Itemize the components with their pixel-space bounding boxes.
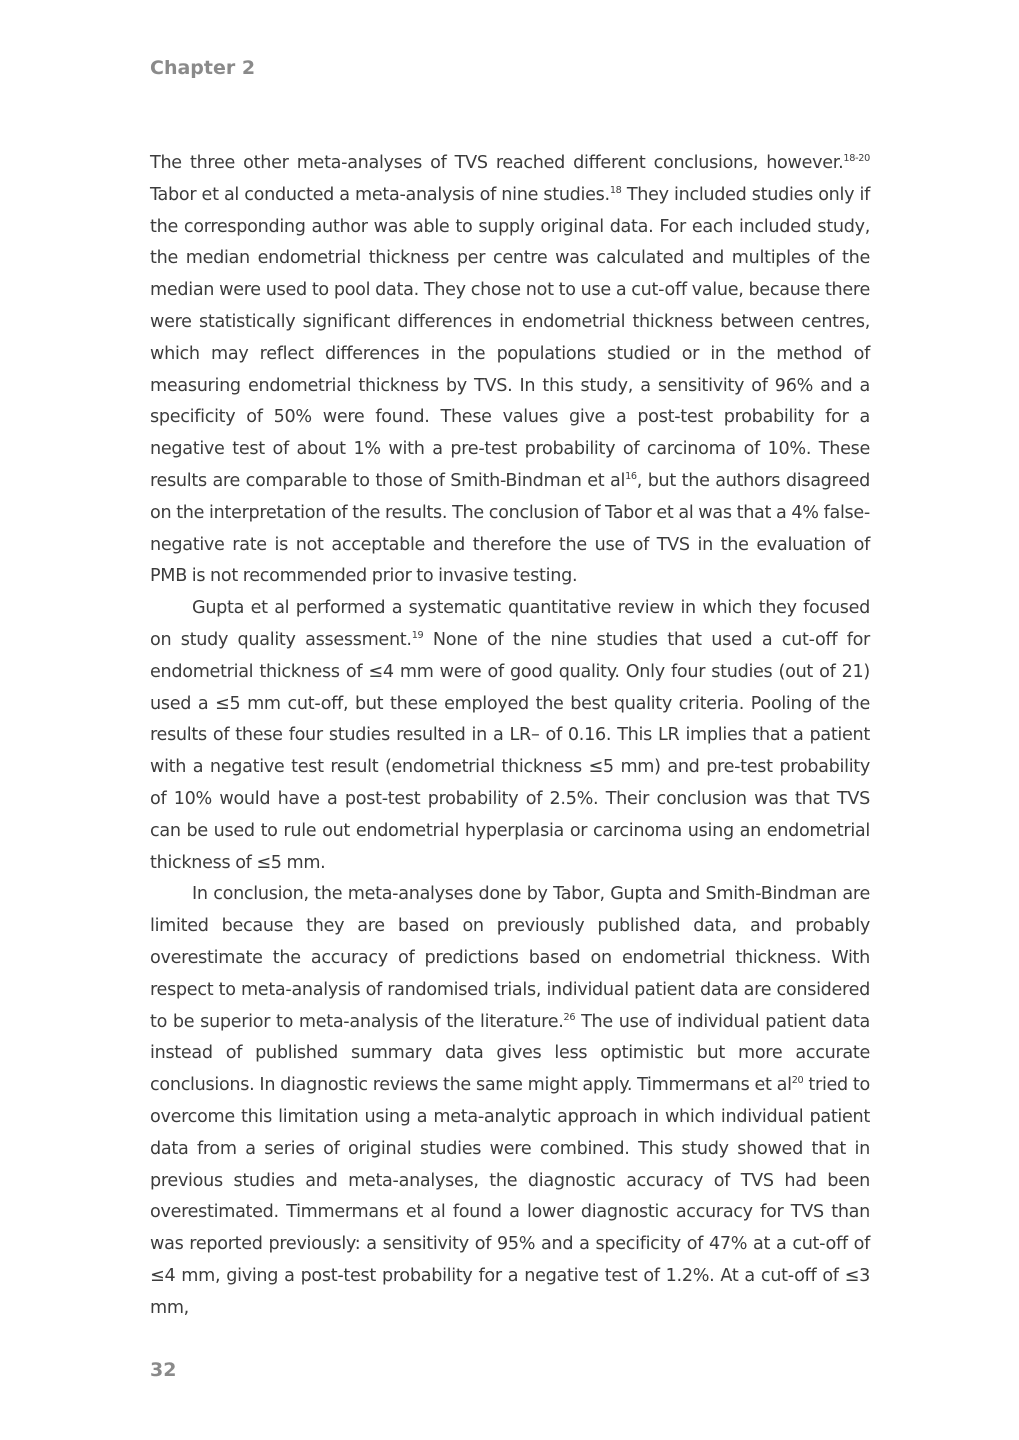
citation: 18-20 [843, 152, 870, 164]
citation: 19 [411, 629, 424, 641]
text-run: Tabor et al conducted a meta-analysis of nine studies. [150, 184, 610, 205]
text-run: Gupta et al performed a systematic quantitative review in which they focused on study quality assessment. [150, 598, 870, 650]
text-run: They included studies only if the corresponding author was able to supply original data. For each included study, the median endometrial thickness per centre was calculated and multiples of the median were used to pool data. They chose not to use a cut-off value, because there were statistically significant differences in endometrial thickness between centres, which may reflect differences in the populations studied or in the method of measuring endometrial thickness by TVS. In this study, a sensitivity of 96% and a specificity of 50% were found. These values give a post-test probability for a negative test of about 1% with a pre-test probability of carcinoma of 10%. These results are comparable to those of Smith-Bindman et al [150, 184, 870, 491]
citation: 20 [791, 1074, 804, 1086]
body-text [150, 148, 870, 1324]
paragraph-1 [150, 148, 870, 593]
paragraph-3 [150, 879, 870, 1324]
page-number: 32 [150, 1359, 177, 1381]
citation: 26 [563, 1011, 576, 1023]
citation: 16 [625, 470, 637, 482]
running-head: Chapter 2 [150, 57, 256, 79]
text-run: The three other meta-analyses of TVS reached different conclusions, however. [150, 153, 844, 173]
text-run: tried to overcome this limitation using a meta-analytic approach in which individual patient data from a series of original studies were combined. This study showed that in previous studies and meta-analyses, the diagnostic accuracy of TVS had been overestimated. Timmermans et al found a lower diagnostic accuracy for TVS than was reported previously: a sensitivity of 95% and a specificity of 47% at a cut-off of ≤4 mm, giving a post-test probability for a negative test of 1.2%. At a cut-off of ≤3 mm, [150, 1075, 870, 1318]
citation: 18 [609, 184, 622, 196]
paragraph-2 [150, 593, 870, 879]
text-run: The use of individual patient data instead of published summary data gives less optimistic but more accurate conclusions. In diagnostic reviews the same might apply. Timmermans et al [150, 1011, 870, 1096]
text-run: , but the authors disagreed on the interpretation of the results. The conclusion of Tabor et al was that a 4% false-negative rate is not acceptable and therefore the use of TVS in the evaluation of PMB is not recommended prior to invasive testing. [150, 470, 871, 587]
text-run: None of the nine studies that used a cut-off for endometrial thickness of ≤4 mm were of good quality. Only four studies (out of 21) used a ≤5 mm cut-off, but these employed the best quality criteria. Pooling of the results of these four studies resulted in a LR– of 0.16. This LR implies that a patient with a negative test result (endometrial thickness ≤5 mm) and pre-test probability of 10% would have a post-test probability of 2.5%. Their conclusion was that TVS can be used to rule out endometrial hyperplasia or carcinoma using an endometrial thickness of ≤5 mm. [150, 629, 870, 873]
text-run: In conclusion, the meta-analyses done by Tabor, Gupta and Smith-Bindman are limited because they are based on previously published data, and probably overestimate the accuracy of predictions based on endometrial thickness. With respect to meta-analysis of randomised trials, individual patient data are considered to be superior to meta-analysis of the literature. [150, 884, 870, 1032]
